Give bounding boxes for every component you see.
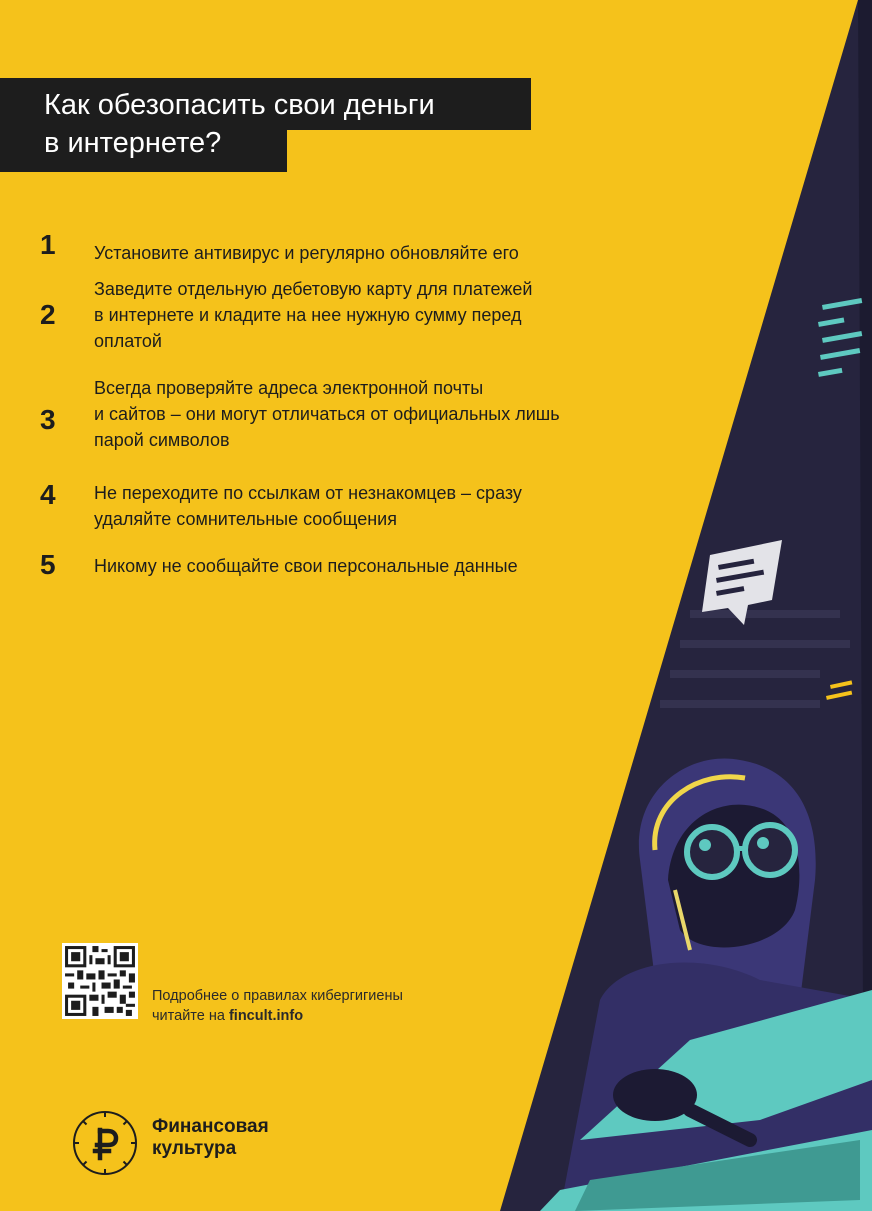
title-line-2: в интернете?: [44, 127, 222, 159]
qr-code-icon[interactable]: [62, 943, 138, 1019]
tip-line: Установите антивирус и регулярно обновляйте его: [94, 243, 519, 263]
logo-line-1: Финансовая: [152, 1116, 269, 1137]
page-title: [44, 86, 524, 162]
title-line-1: Как обезопасить свои деньги: [44, 89, 435, 121]
tip-text: [94, 276, 654, 354]
tip-line: Заведите отдельную дебетовую карту для платежей: [94, 279, 533, 299]
tip-number: 3: [40, 404, 56, 435]
tip-text: [94, 480, 654, 532]
tip-line: удаляйте сомнительные сообщения: [94, 509, 397, 529]
logo-line-2: культура: [152, 1138, 237, 1159]
ruble-clock-icon: [70, 1108, 140, 1178]
more-info-line-2: читайте на: [152, 1008, 229, 1024]
more-info-text: [152, 986, 492, 1026]
logo-text: [152, 1116, 269, 1160]
tip-text: [94, 375, 654, 453]
tip-text: [94, 240, 654, 266]
tip-line: парой символов: [94, 430, 230, 450]
tip-line: и сайтов – они могут отличаться от официальных лишь: [94, 404, 560, 424]
tip-line: Всегда проверяйте адреса электронной почты: [94, 378, 484, 398]
tip-line: в интернете и кладите на нее нужную сумму перед: [94, 305, 522, 325]
tip-number: 2: [40, 299, 56, 330]
tip-line: Никому не сообщайте свои персональные данные: [94, 556, 518, 576]
tip-number: 4: [40, 479, 56, 510]
tip-line: оплатой: [94, 331, 162, 351]
tip-number: 1: [40, 229, 56, 260]
site-link[interactable]: fincult.info: [228, 1008, 304, 1024]
more-info-line-1: Подробнее о правилах кибергигиены: [152, 988, 403, 1004]
tip-text: [94, 553, 654, 579]
tip-line: Не переходите по ссылкам от незнакомцев – сразу: [94, 483, 522, 503]
tip-number: 5: [40, 549, 56, 580]
